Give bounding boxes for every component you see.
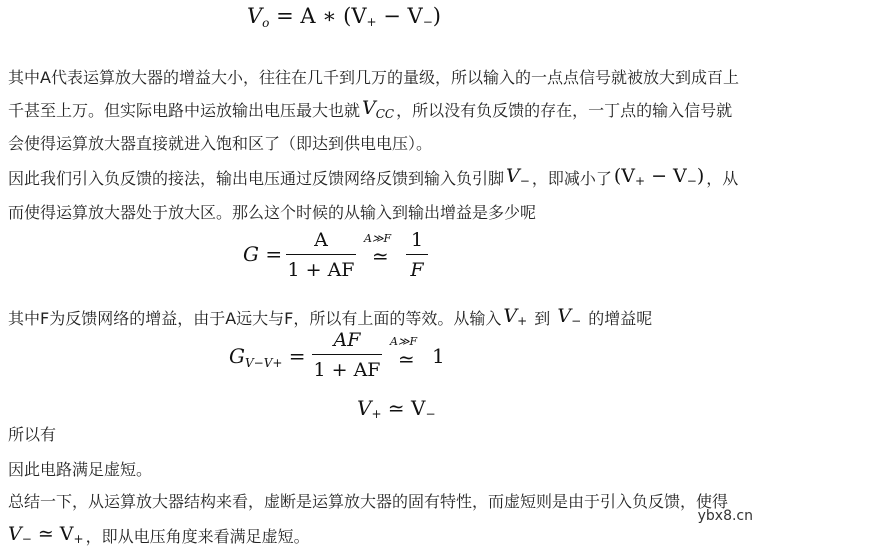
paragraph-feedback-line2: 而使得运算放大器处于放大区。那么这个时候的从输入到输出增益是多少呢: [8, 203, 537, 222]
voltage-difference-expression: $(V_+ - V_-)$: [613, 165, 705, 188]
approx-condition-a-gg-f: A≫F ≃: [364, 232, 392, 268]
v-plus-symbol: $V_+$: [503, 305, 528, 328]
paragraph-gain-line3: 会使得运算放大器直接就进入饱和区了（即达到供电电压）。: [8, 134, 433, 153]
approx-condition-a-gg-f: A≫F ≃: [390, 335, 418, 371]
v-minus-symbol: $V_-$: [557, 305, 582, 328]
paragraph-summary-line2: $V_-$ ≃ $V_+$ ，即从电压角度来看满足虚短。: [8, 523, 310, 546]
paragraph-feedback-line1: 因此我们引入负反馈的接法，输出电压通过反馈网络反馈到输入负引脚 $V_-$ ，即减小了 $(V_+ - V_-)$ ，从: [8, 165, 739, 188]
paragraph-gain-line2: 千甚至上万。但实际电路中运放输出电压最大也就 $V_{CC}$ ，所以没有负反馈的存在，一丁点的输入信号就: [8, 97, 733, 121]
paragraph-virtual-short-conclusion: 因此电路满足虚短。: [8, 460, 153, 479]
paragraph-vplus-vminus-gain: 其中F为反馈网络的增益，由于A远大与F，所以有上面的等效。从输入 $V_+$ 到 $V_-$ 的增益呢: [8, 305, 653, 328]
paragraph-summary-line1: 总结一下，从运算放大器结构来看，虚断是运算放大器的固有特性，而虚短则是由于引入负反馈，使得: [8, 492, 729, 511]
fraction-a-over-1-plus-af: A 1 + AF: [287, 229, 355, 281]
vcc-symbol: $V_{CC}$: [362, 97, 395, 121]
fraction-1-over-f: 1 F: [406, 229, 428, 281]
watermark-text: ybx8.cn: [697, 508, 753, 524]
paragraph-gain-line1: 其中A代表运算放大器的增益大小，往往在几千到几万的量级，所以输入的一点点信号就被放大到成百上: [8, 68, 739, 87]
v-minus-symbol: $V_-$: [506, 165, 530, 188]
equation-feedback-gain-rhs: 1: [432, 344, 445, 368]
fraction-af-over-1-plus-af: AF 1 + AF: [313, 329, 381, 381]
equation-output-voltage: $V_o = A$ ∗ $(V_+ - V_-)$: [247, 4, 441, 30]
equation-closed-loop-gain-lhs: G =: [243, 242, 283, 266]
equation-virtual-short: $V_+$ ≃ $V_-$: [357, 396, 436, 421]
equation-feedback-gain-lhs: $G_{V-V+}$ =: [229, 344, 306, 370]
paragraph-therefore: 所以有: [8, 425, 57, 444]
v-minus-approx-v-plus: $V_-$ ≃ $V_+$: [8, 523, 84, 546]
